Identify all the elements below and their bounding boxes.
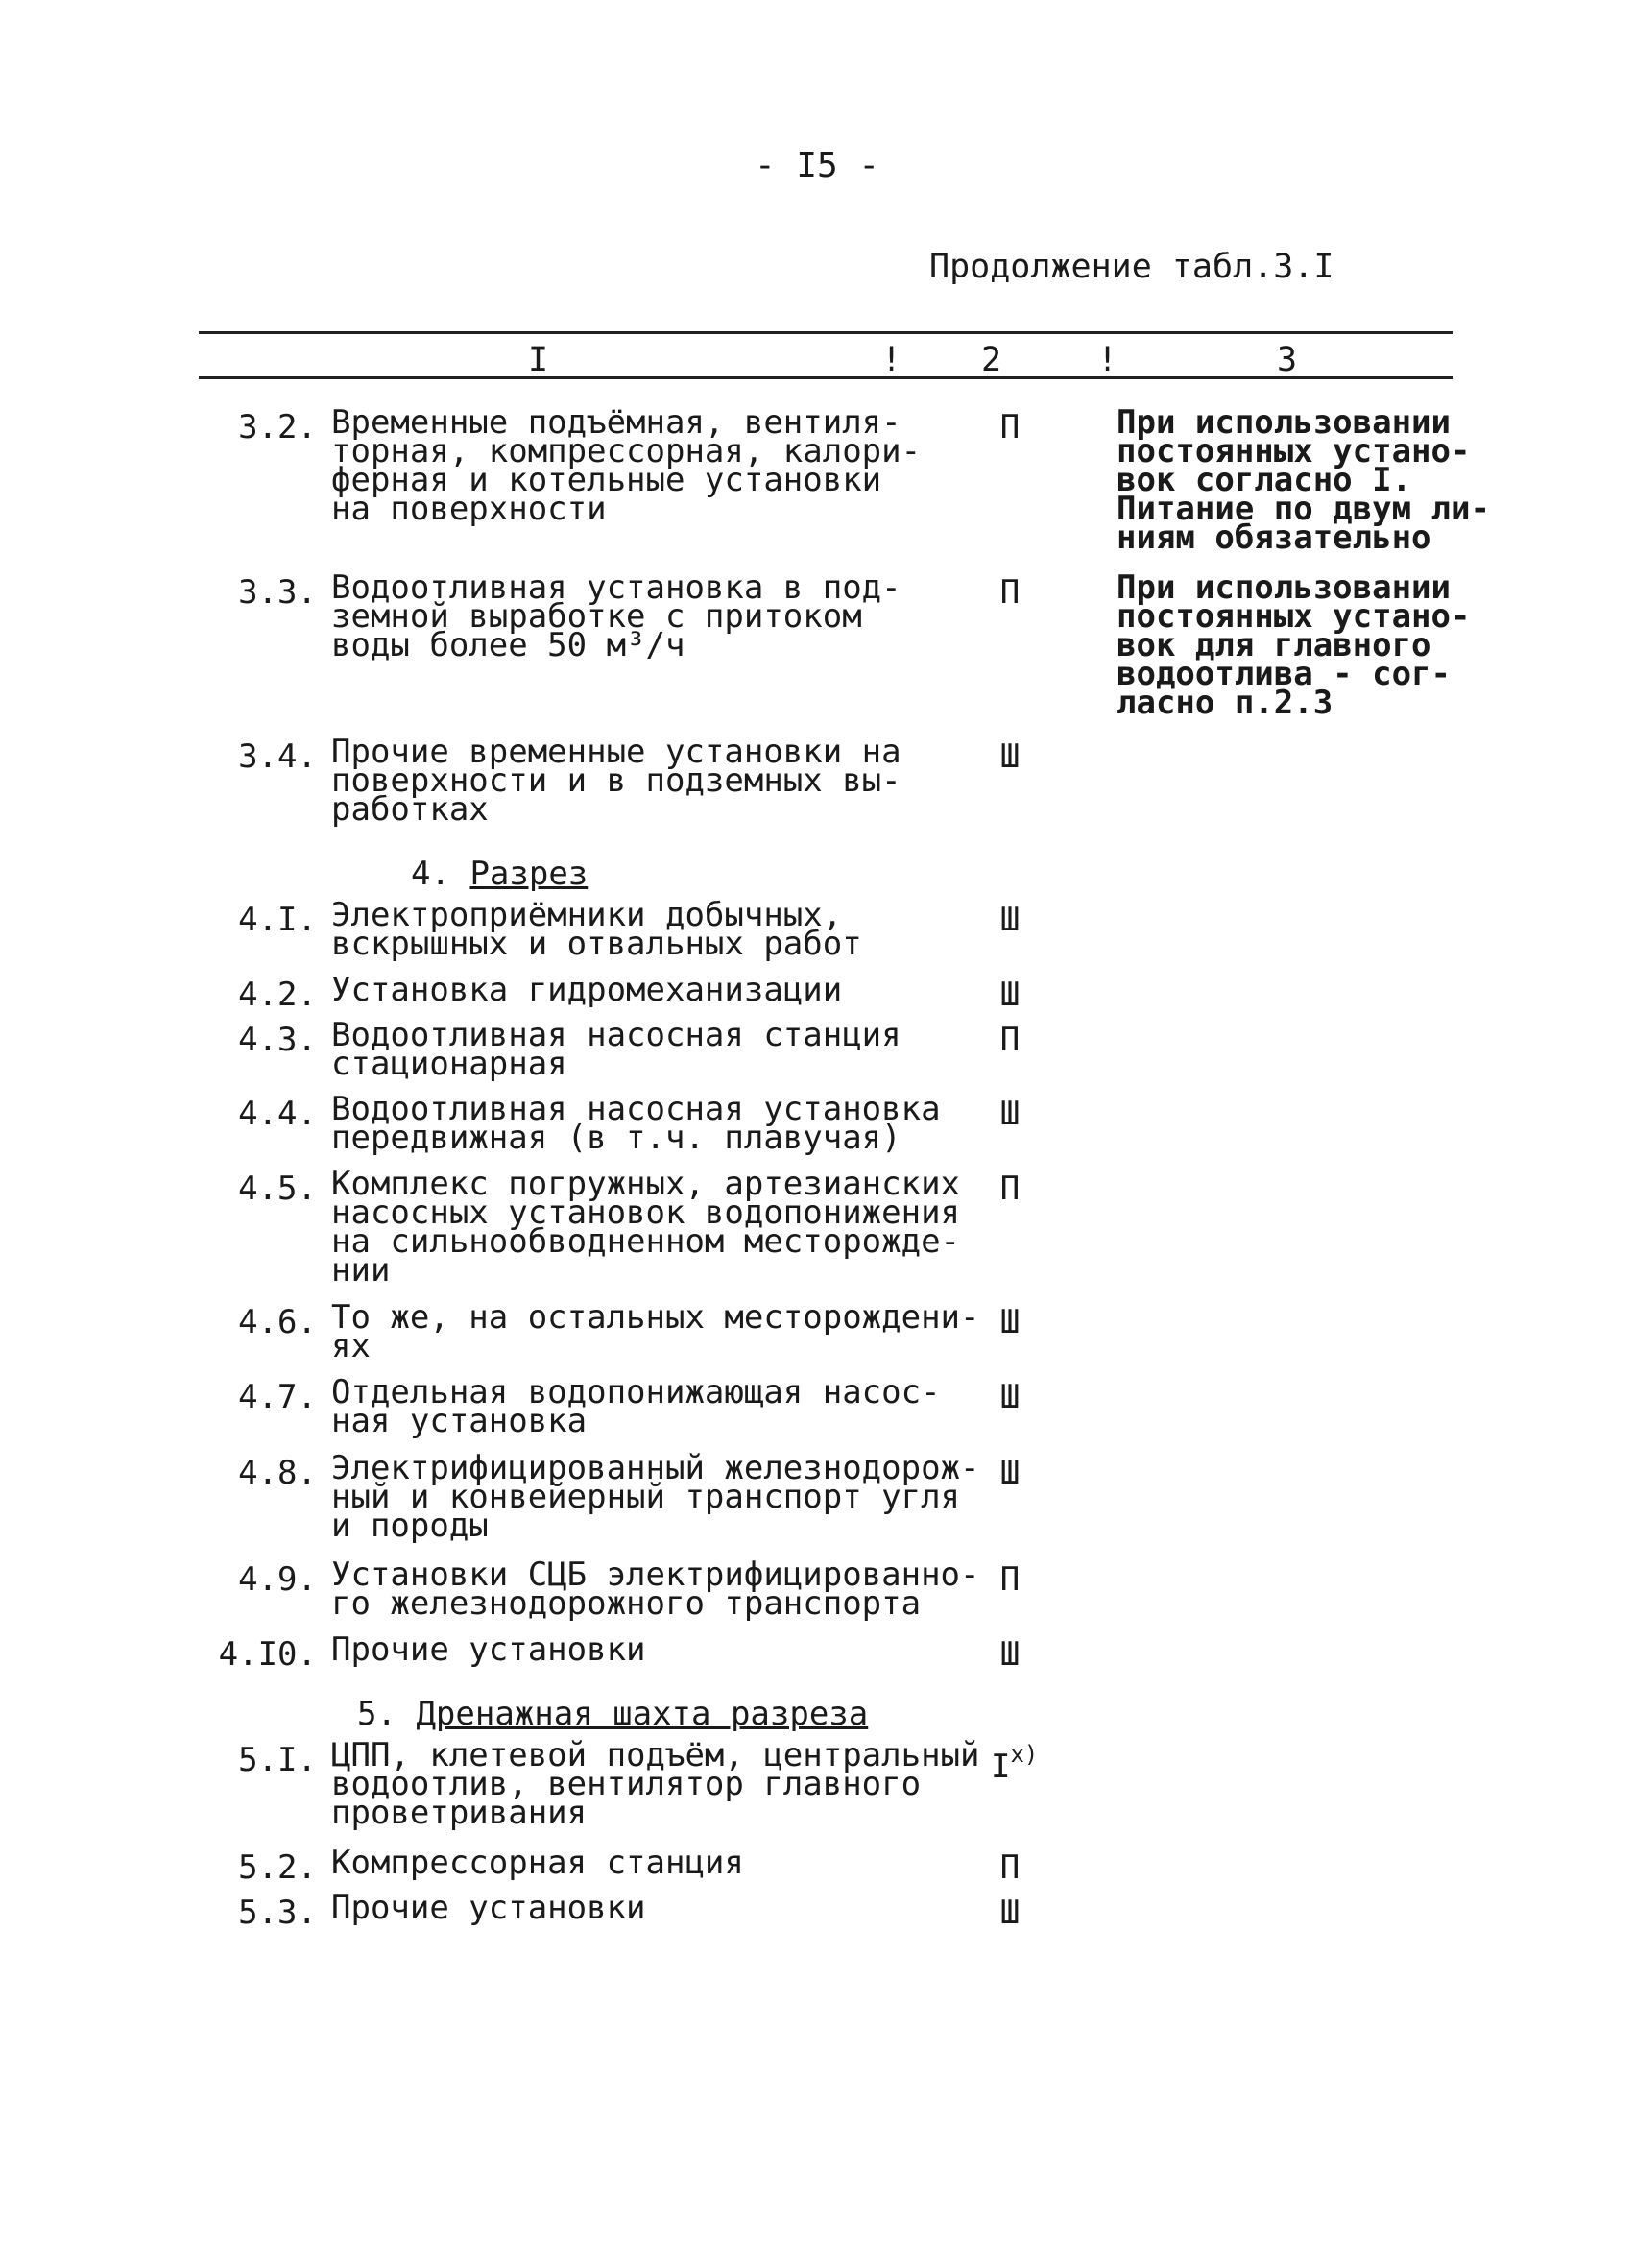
row-category: Ш (999, 1095, 1021, 1133)
row-category: Ш (999, 1894, 1021, 1932)
row-number: 5.2. (238, 1848, 317, 1887)
section-title: Разрез (469, 855, 589, 893)
row-category: Ш (999, 1378, 1021, 1416)
row-description: Временные подъёмная, вентиля- торная, компрессорная, калори- ферная и котельные установки на поверхности (331, 403, 922, 528)
row-category: Ш (999, 1635, 1021, 1674)
row-category: Ш (999, 976, 1021, 1014)
row-description: Комплекс погружных, артезианских насосных установок водопонижения на сильнообводненном месторожде- нии (331, 1165, 961, 1290)
row-number: 4.I. (238, 901, 317, 939)
row-number: 4.5. (238, 1170, 317, 1208)
row-description: Прочие установки (331, 1889, 646, 1927)
row-number: 4.2. (238, 976, 317, 1014)
row-description: Водоотливная установка в под- земной выработке с притоком воды более 50 м³/ч (331, 568, 901, 664)
row-category: П (999, 1170, 1021, 1208)
column-separator: ! (881, 341, 902, 379)
row-note: При использовании постоянных устано- вок для главного водоотлива - сог- ласно п.2.3 (1117, 568, 1471, 722)
row-number: 4.I0. (218, 1635, 317, 1674)
row-number: 4.6. (238, 1303, 317, 1341)
row-number: 5.3. (238, 1894, 317, 1932)
column-header-3: 3 (1277, 341, 1298, 379)
column-separator: ! (1097, 341, 1118, 379)
row-category: Ш (999, 1303, 1021, 1341)
header-bottom-rule (199, 376, 1453, 379)
header-top-rule (199, 331, 1453, 334)
row-description: Отдельная водопонижающая насос- ная установка (331, 1373, 941, 1440)
table-caption: Продолжение табл.3.I (929, 248, 1334, 286)
row-number: 4.3. (238, 1021, 317, 1059)
row-category: П (999, 1848, 1021, 1887)
row-number: 3.4. (238, 737, 317, 776)
row-category: П (999, 1021, 1021, 1059)
column-header-2: 2 (981, 341, 1002, 379)
column-header-1: I (528, 341, 549, 379)
row-description: Установка гидромеханизации (331, 971, 843, 1009)
row-description: Прочие временные установки на поверхности и в подземных вы- работках (331, 733, 901, 829)
row-category: П (999, 1560, 1021, 1599)
page-number: - I5 - (754, 146, 880, 185)
section-number: 4. (411, 855, 450, 893)
row-number: 4.4. (238, 1095, 317, 1133)
row-description: Прочие установки (331, 1630, 646, 1669)
row-description: Водоотливная насосная станция стационарная (331, 1016, 901, 1083)
row-description: Установки СЦБ электрифицированно- го железнодорожного транспорта (331, 1556, 980, 1623)
row-number: 4.9. (238, 1560, 317, 1599)
row-category: П (999, 408, 1021, 446)
row-category: Ш (999, 901, 1021, 939)
section-heading-4 (411, 855, 588, 893)
row-number: 3.2. (238, 408, 317, 446)
section-title: Дренажная шахта разреза (416, 1695, 869, 1733)
row-description: Электрифицированный железнодорож- ный и конвейерный транспорт угля и породы (331, 1449, 980, 1545)
section-heading-5 (357, 1695, 868, 1733)
row-description: То же, на остальных месторождени- ях (331, 1298, 980, 1365)
row-description: ЦПП, клетевой подъём, центральный водоотлив, вентилятор главного проветривания (331, 1736, 980, 1832)
row-number: 5.I. (238, 1741, 317, 1779)
category-value: I (991, 1748, 1011, 1786)
row-category: П (999, 573, 1021, 612)
row-category (991, 1741, 1039, 1786)
row-number: 3.3. (238, 573, 317, 612)
row-description: Компрессорная станция (331, 1844, 744, 1882)
row-note: При использовании постоянных устано- вок согласно I. Питание по двум ли- ниям обязательно (1117, 403, 1490, 557)
row-description: Водоотливная насосная установка передвижная (в т.ч. плавучая) (331, 1090, 941, 1157)
section-number: 5. (357, 1695, 396, 1733)
footnote-mark: x) (1010, 1741, 1039, 1768)
row-number: 4.8. (238, 1454, 317, 1492)
row-category: Ш (999, 1454, 1021, 1492)
row-number: 4.7. (238, 1378, 317, 1416)
row-category: Ш (999, 737, 1021, 776)
row-description: Электроприёмники добычных, вскрышных и отвальных работ (331, 896, 862, 963)
